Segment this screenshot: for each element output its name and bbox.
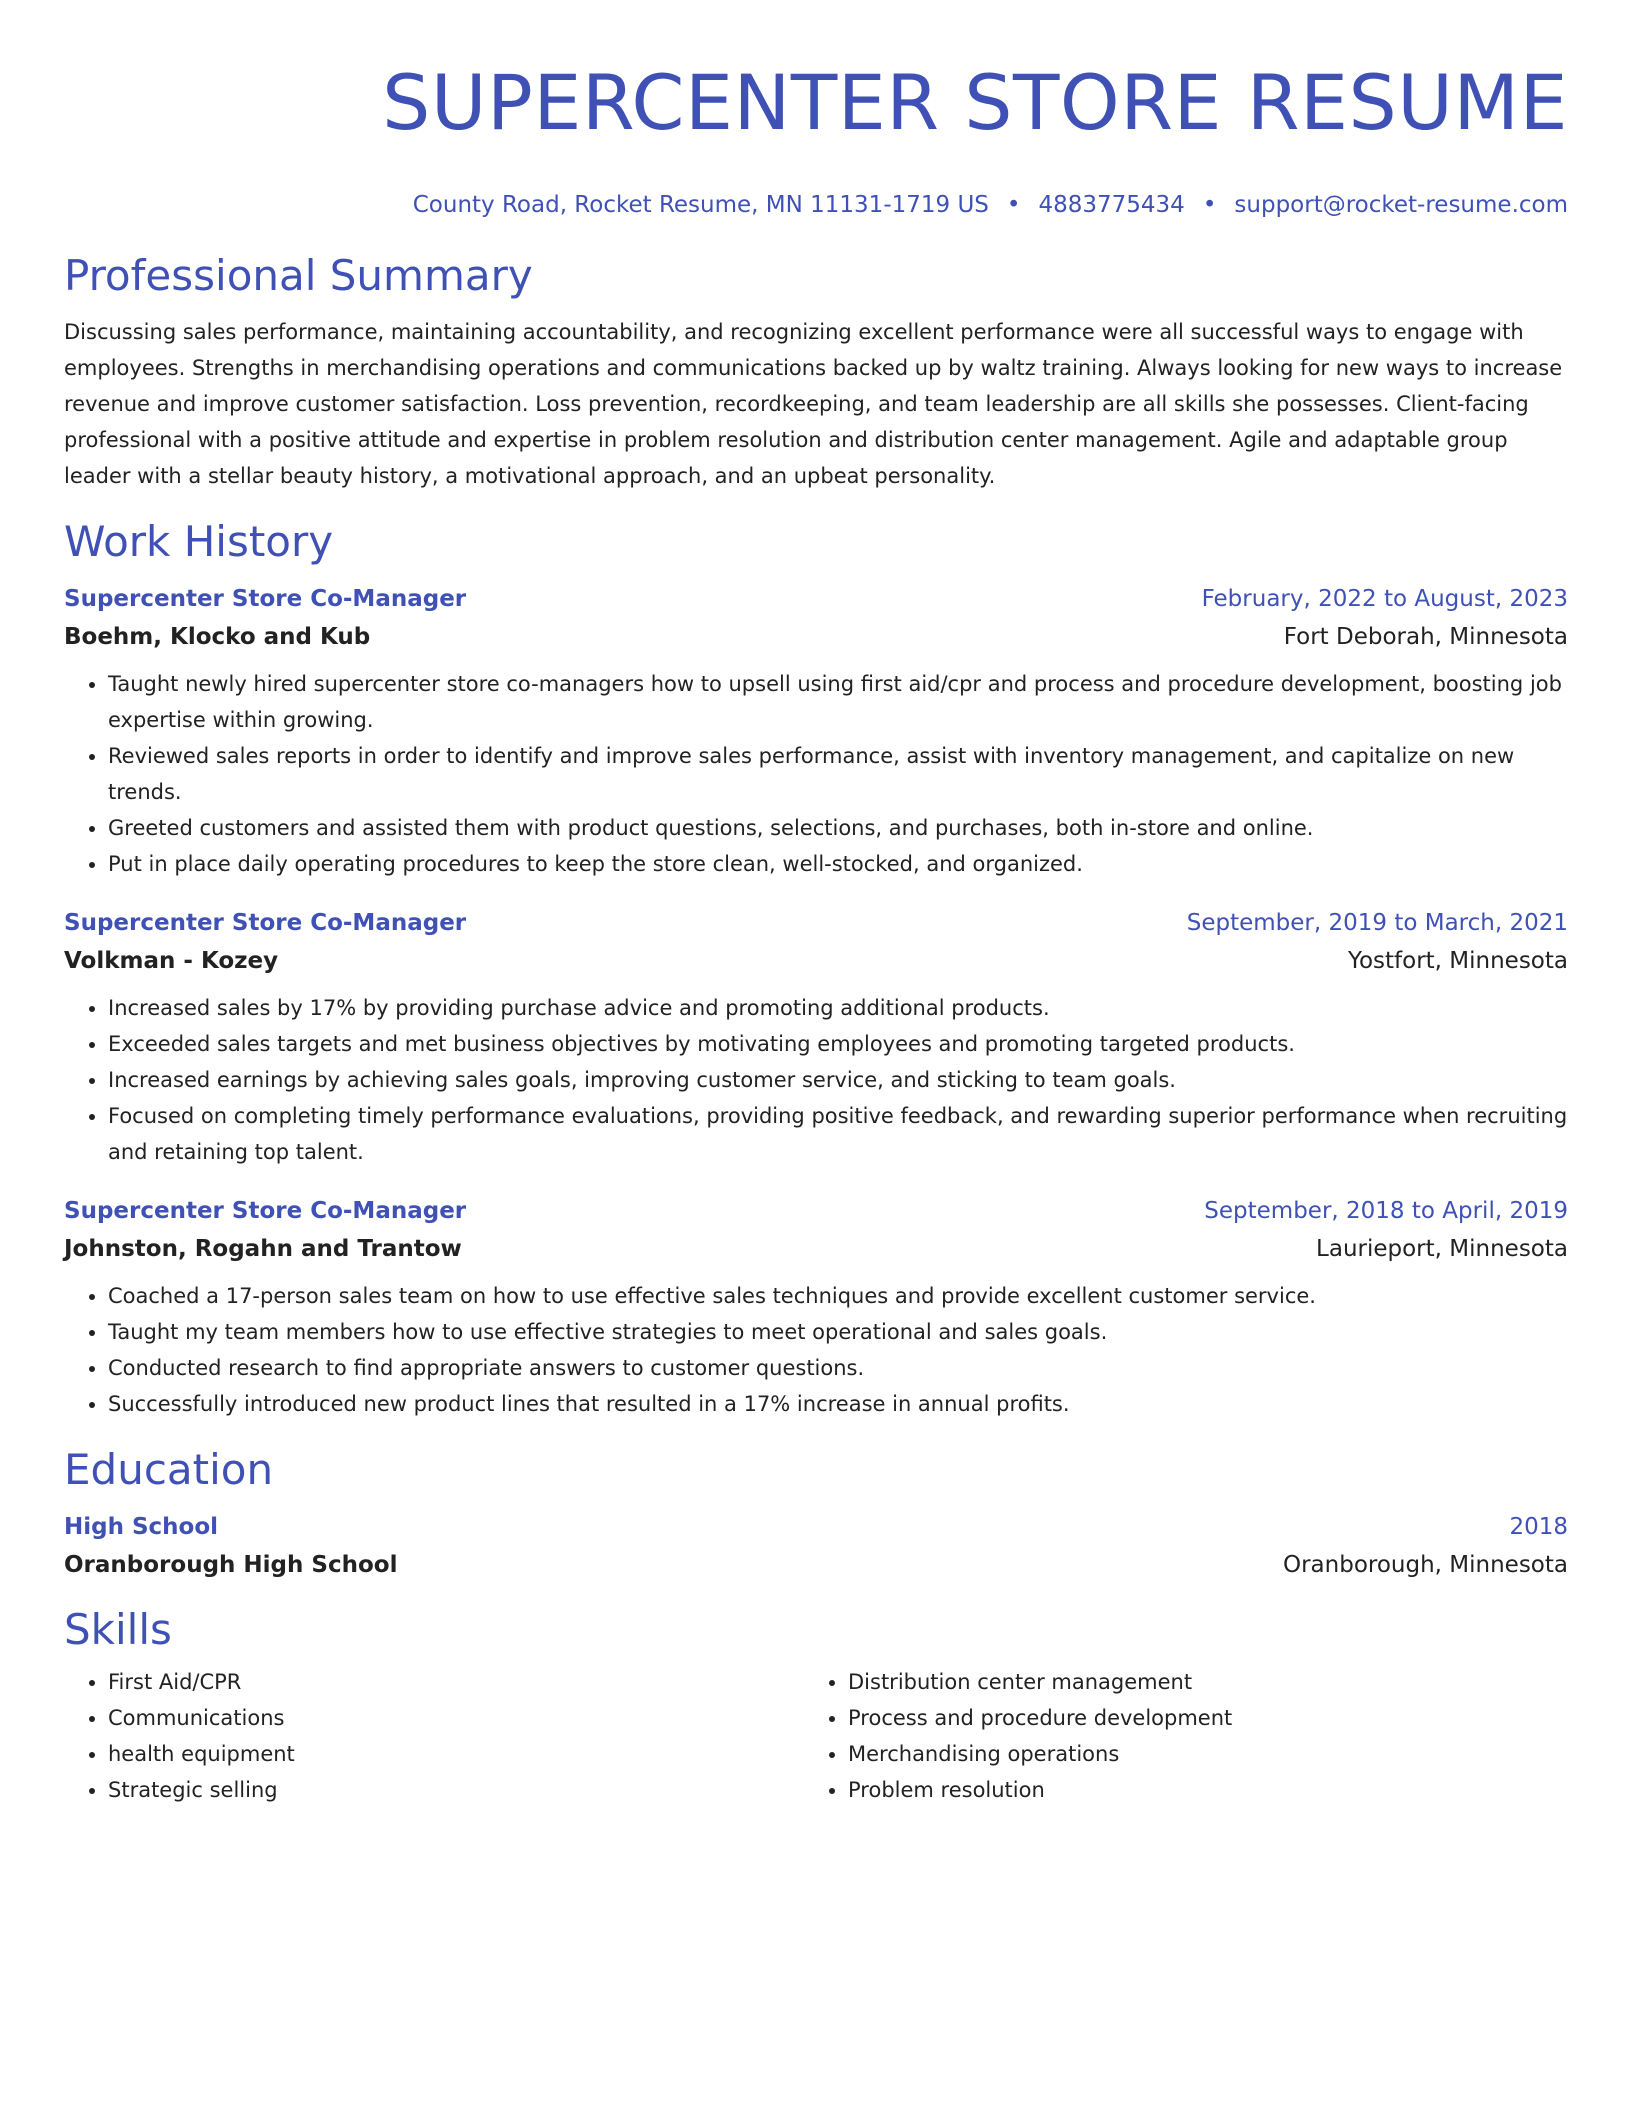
job-bullet: • Conducted research to find appropriate answers to customer questions. — [108, 1350, 1568, 1386]
skills-list — [804, 1664, 1544, 1808]
job-bullet: • Reviewed sales reports in order to identify and improve sales performance, assist with inventory management, and capitalize on new trends. — [108, 738, 1568, 810]
job-title: Supercenter Store Co-Manager — [64, 1198, 467, 1224]
summary-section — [64, 248, 1568, 494]
job-dates: February, 2022 to August, 2023 — [1201, 586, 1568, 612]
job-entry — [64, 580, 1568, 882]
contact-separator: • — [1006, 192, 1021, 218]
skills-column-left — [64, 1664, 804, 1808]
education-school: Oranborough High School — [64, 1552, 398, 1578]
section-title-skills: Skills — [64, 1605, 172, 1654]
job-bullets — [64, 990, 1568, 1170]
job-dates: September, 2018 to April, 2019 — [1204, 1198, 1568, 1224]
job-bullets — [64, 1278, 1568, 1422]
contact-email: support@rocket-resume.com — [1234, 192, 1568, 218]
section-title-education: Education — [64, 1445, 274, 1494]
job-dates: September, 2019 to March, 2021 — [1186, 910, 1568, 936]
education-year: 2018 — [1509, 1514, 1568, 1540]
skill-item: • Distribution center management — [848, 1664, 1544, 1700]
job-bullet: • Put in place daily operating procedures to keep the store clean, well-stocked, and organized. — [108, 846, 1568, 882]
contact-address: County Road, Rocket Resume, MN 11131-1719 US — [412, 192, 989, 218]
job-title: Supercenter Store Co-Manager — [64, 910, 467, 936]
job-title-row — [64, 1192, 1568, 1230]
summary-text: Discussing sales performance, maintaining accountability, and recognizing excellent performance were all successful ways to engage with employees. Strengths in merchandising operations and communications backed up by waltz training. Always looking for new ways to increase revenue and improve customer satisfaction. Loss prevention, recordkeeping, and team leadership are all skills she possesses. Client-facing professional with a positive attitude and expertise in problem resolution and distribution center management. Agile and adaptable group leader with a stellar beauty history, a motivational approach, and an upbeat personality. — [64, 320, 1563, 488]
job-company: Johnston, Rogahn and Trantow — [64, 1236, 462, 1262]
job-company-row — [64, 618, 1568, 656]
job-bullet: • Greeted customers and assisted them with product questions, selections, and purchases, both in-store and online. — [108, 810, 1568, 846]
skills-column-right — [804, 1664, 1544, 1808]
job-company: Boehm, Klocko and Kub — [64, 624, 371, 650]
skills-list — [64, 1664, 804, 1808]
education-school-row — [64, 1546, 1568, 1584]
education-degree: High School — [64, 1514, 219, 1540]
job-company-row — [64, 942, 1568, 980]
job-title-row — [64, 904, 1568, 942]
job-title-row — [64, 580, 1568, 618]
job-bullet: • Taught newly hired supercenter store co-managers how to upsell using first aid/cpr and process and procedure development, boosting job expertise within growing. — [108, 666, 1568, 738]
job-bullet: • Focused on completing timely performance evaluations, providing positive feedback, and rewarding superior performance when recruiting and retaining top talent. — [108, 1098, 1568, 1170]
resume-header — [64, 0, 1568, 220]
job-bullet: • Successfully introduced new product lines that resulted in a 17% increase in annual profits. — [108, 1386, 1568, 1422]
skill-item: • Process and procedure development — [848, 1700, 1544, 1736]
section-title-work-history: Work History — [64, 517, 334, 566]
section-title-summary: Professional Summary — [64, 251, 533, 300]
job-bullet: • Taught my team members how to use effective strategies to meet operational and sales goals. — [108, 1314, 1568, 1350]
skill-item: • Problem resolution — [848, 1772, 1544, 1808]
contact-phone: 4883775434 — [1038, 192, 1185, 218]
education-degree-row — [64, 1508, 1568, 1546]
job-location: Yostfort, Minnesota — [1347, 948, 1568, 974]
education-section — [64, 1442, 1568, 1584]
job-company-row — [64, 1230, 1568, 1268]
contact-line — [64, 190, 1568, 220]
work-history-section — [64, 514, 1568, 1422]
resume-name: SUPERCENTER STORE RESUME — [382, 58, 1568, 147]
job-bullet: • Increased sales by 17% by providing purchase advice and promoting additional products. — [108, 990, 1568, 1026]
skills-grid — [64, 1664, 1568, 1808]
job-entry — [64, 1192, 1568, 1422]
skill-item: • Strategic selling — [108, 1772, 804, 1808]
job-location: Fort Deborah, Minnesota — [1283, 624, 1568, 650]
contact-separator: • — [1202, 192, 1217, 218]
skills-section — [64, 1602, 1568, 1808]
job-bullets — [64, 666, 1568, 882]
skill-item: • health equipment — [108, 1736, 804, 1772]
job-company: Volkman - Kozey — [64, 948, 279, 974]
education-entry — [64, 1508, 1568, 1584]
education-location: Oranborough, Minnesota — [1282, 1552, 1568, 1578]
job-bullet: • Coached a 17-person sales team on how to use effective sales techniques and provide excellent customer service. — [108, 1278, 1568, 1314]
skill-item: • Merchandising operations — [848, 1736, 1544, 1772]
skill-item: • Communications — [108, 1700, 804, 1736]
job-title: Supercenter Store Co-Manager — [64, 586, 467, 612]
job-entry — [64, 904, 1568, 1170]
job-location: Laurieport, Minnesota — [1316, 1236, 1568, 1262]
skill-item: • First Aid/CPR — [108, 1664, 804, 1700]
job-bullet: • Increased earnings by achieving sales goals, improving customer service, and sticking to team goals. — [108, 1062, 1568, 1098]
job-bullet: • Exceeded sales targets and met business objectives by motivating employees and promoting targeted products. — [108, 1026, 1568, 1062]
